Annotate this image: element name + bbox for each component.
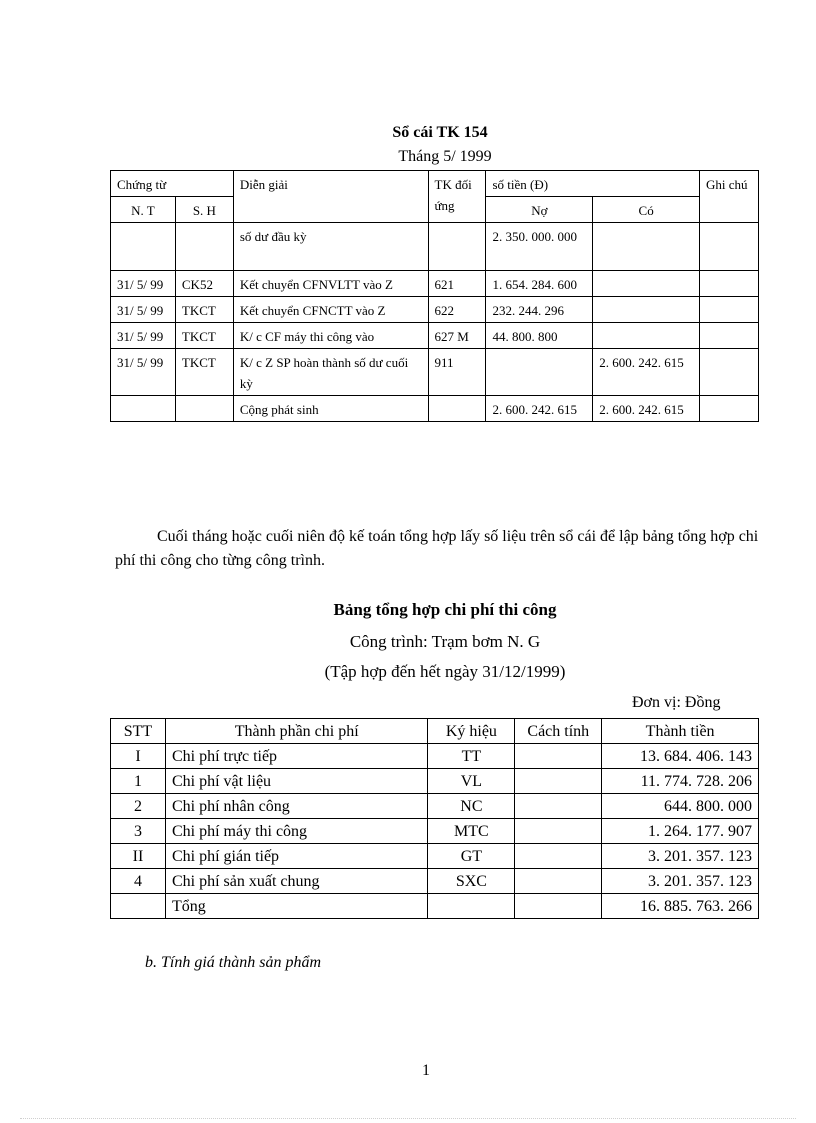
table-row — [111, 349, 759, 396]
component-cell: Chi phí máy thi công — [165, 819, 427, 844]
symbol-cell: TT — [428, 744, 515, 769]
debit-cell: 2. 350. 000. 000 — [486, 223, 593, 271]
date-cell — [111, 223, 176, 271]
amount-cell: 644. 800. 000 — [602, 794, 759, 819]
amount-cell: 3. 201. 357. 123 — [602, 869, 759, 894]
description-cell: số dư đầu kỳ — [233, 223, 428, 271]
header-symbol: Ký hiệu — [428, 719, 515, 744]
footer-divider — [20, 1118, 796, 1119]
debit-cell: 44. 800. 800 — [486, 323, 593, 349]
summary-title: Bảng tổng hợp chi phí thi công — [333, 600, 557, 619]
header-method: Cách tính — [515, 719, 602, 744]
ledger-title: Sổ cái TK 154 — [392, 124, 488, 141]
amount-cell: 13. 684. 406. 143 — [602, 744, 759, 769]
table-row — [111, 819, 759, 844]
account-cell — [428, 396, 486, 422]
account-cell: 911 — [428, 349, 486, 396]
component-cell: Chi phí trực tiếp — [165, 744, 427, 769]
table-row — [111, 223, 759, 271]
table-row — [111, 794, 759, 819]
table-row — [111, 323, 759, 349]
summary-header-row — [111, 719, 759, 744]
table-row — [111, 894, 759, 919]
component-cell: Chi phí nhân công — [165, 794, 427, 819]
method-cell — [515, 894, 602, 919]
table-row — [111, 297, 759, 323]
header-component: Thành phần chi phí — [165, 719, 427, 744]
amount-cell: 3. 201. 357. 123 — [602, 844, 759, 869]
symbol-cell: VL — [428, 769, 515, 794]
ledger-body — [111, 223, 759, 422]
symbol-cell: SXC — [428, 869, 515, 894]
method-cell — [515, 844, 602, 869]
note-cell — [700, 396, 759, 422]
description-cell: Kết chuyển CFNCTT vào Z — [233, 297, 428, 323]
date-cell — [111, 396, 176, 422]
symbol-cell: GT — [428, 844, 515, 869]
note-cell — [700, 349, 759, 396]
ledger-table — [110, 170, 759, 422]
body-paragraph: Cuối tháng hoặc cuối niên độ kế toán tổng hợp lấy số liệu trên sổ cái để lập bảng tổng hợp chi phí thi công cho từng công trình. — [115, 528, 759, 569]
debit-cell — [486, 349, 593, 396]
description-cell: K/ c Z SP hoàn thành số dư cuối kỳ — [233, 349, 428, 396]
component-cell: Tổng — [165, 894, 427, 919]
summary-period: (Tập hợp đến hết ngày 31/12/1999) — [324, 662, 566, 681]
stt-cell: 3 — [111, 819, 166, 844]
doc-number-cell — [175, 223, 233, 271]
stt-cell: 2 — [111, 794, 166, 819]
note-cell — [700, 297, 759, 323]
method-cell — [515, 869, 602, 894]
method-cell — [515, 769, 602, 794]
summary-table — [110, 718, 759, 919]
header-amount: Thành tiền — [602, 719, 759, 744]
credit-cell: 2. 600. 242. 615 — [593, 349, 700, 396]
table-row — [111, 769, 759, 794]
table-row — [111, 396, 759, 422]
amount-cell: 16. 885. 763. 266 — [602, 894, 759, 919]
section-heading: b. Tính giá thành sản phẩm — [145, 954, 322, 971]
amount-cell: 1. 264. 177. 907 — [602, 819, 759, 844]
table-row — [111, 744, 759, 769]
date-cell: 31/ 5/ 99 — [111, 323, 176, 349]
note-cell — [700, 271, 759, 297]
date-cell: 31/ 5/ 99 — [111, 297, 176, 323]
doc-number-cell: CK52 — [175, 271, 233, 297]
debit-cell: 1. 654. 284. 600 — [486, 271, 593, 297]
credit-cell — [593, 223, 700, 271]
debit-cell: 2. 600. 242. 615 — [486, 396, 593, 422]
ledger-header-row — [111, 171, 759, 197]
note-cell — [700, 323, 759, 349]
date-cell: 31/ 5/ 99 — [111, 349, 176, 396]
symbol-cell: MTC — [428, 819, 515, 844]
symbol-cell — [428, 894, 515, 919]
page-number: 1 — [422, 1062, 430, 1079]
table-row — [111, 271, 759, 297]
table-row — [111, 844, 759, 869]
header-dien-giai: Diễn giải — [233, 171, 428, 223]
table-row — [111, 869, 759, 894]
doc-number-cell: TKCT — [175, 323, 233, 349]
method-cell — [515, 819, 602, 844]
credit-cell — [593, 297, 700, 323]
account-cell: 621 — [428, 271, 486, 297]
credit-cell: 2. 600. 242. 615 — [593, 396, 700, 422]
header-chung-tu: Chứng từ — [111, 171, 234, 197]
header-co: Có — [593, 197, 700, 223]
stt-cell: I — [111, 744, 166, 769]
description-cell: Cộng phát sinh — [233, 396, 428, 422]
summary-project: Công trình: Trạm bơm N. G — [349, 632, 541, 651]
summary-body — [111, 744, 759, 919]
header-ghi-chu: Ghi chú — [700, 171, 759, 223]
method-cell — [515, 744, 602, 769]
account-cell — [428, 223, 486, 271]
date-cell: 31/ 5/ 99 — [111, 271, 176, 297]
stt-cell: II — [111, 844, 166, 869]
component-cell: Chi phí gián tiếp — [165, 844, 427, 869]
header-so-tien: số tiền (Đ) — [486, 171, 700, 197]
description-cell: K/ c CF máy thi công vào — [233, 323, 428, 349]
stt-cell: 1 — [111, 769, 166, 794]
account-cell: 622 — [428, 297, 486, 323]
component-cell: Chi phí sản xuất chung — [165, 869, 427, 894]
method-cell — [515, 794, 602, 819]
note-cell — [700, 223, 759, 271]
doc-number-cell: TKCT — [175, 349, 233, 396]
header-nt: N. T — [111, 197, 176, 223]
credit-cell — [593, 323, 700, 349]
stt-cell — [111, 894, 166, 919]
header-sh: S. H — [175, 197, 233, 223]
header-stt: STT — [111, 719, 166, 744]
doc-number-cell: TKCT — [175, 297, 233, 323]
doc-number-cell — [175, 396, 233, 422]
header-no: Nợ — [486, 197, 593, 223]
amount-cell: 11. 774. 728. 206 — [602, 769, 759, 794]
credit-cell — [593, 271, 700, 297]
debit-cell: 232. 244. 296 — [486, 297, 593, 323]
stt-cell: 4 — [111, 869, 166, 894]
summary-unit: Đơn vị: Đồng — [632, 694, 721, 711]
account-cell: 627 M — [428, 323, 486, 349]
header-tk-doi-ung: TK đối ứng — [428, 171, 486, 223]
ledger-subtitle: Tháng 5/ 1999 — [398, 148, 492, 165]
description-cell: Kết chuyển CFNVLTT vào Z — [233, 271, 428, 297]
component-cell: Chi phí vật liệu — [165, 769, 427, 794]
symbol-cell: NC — [428, 794, 515, 819]
